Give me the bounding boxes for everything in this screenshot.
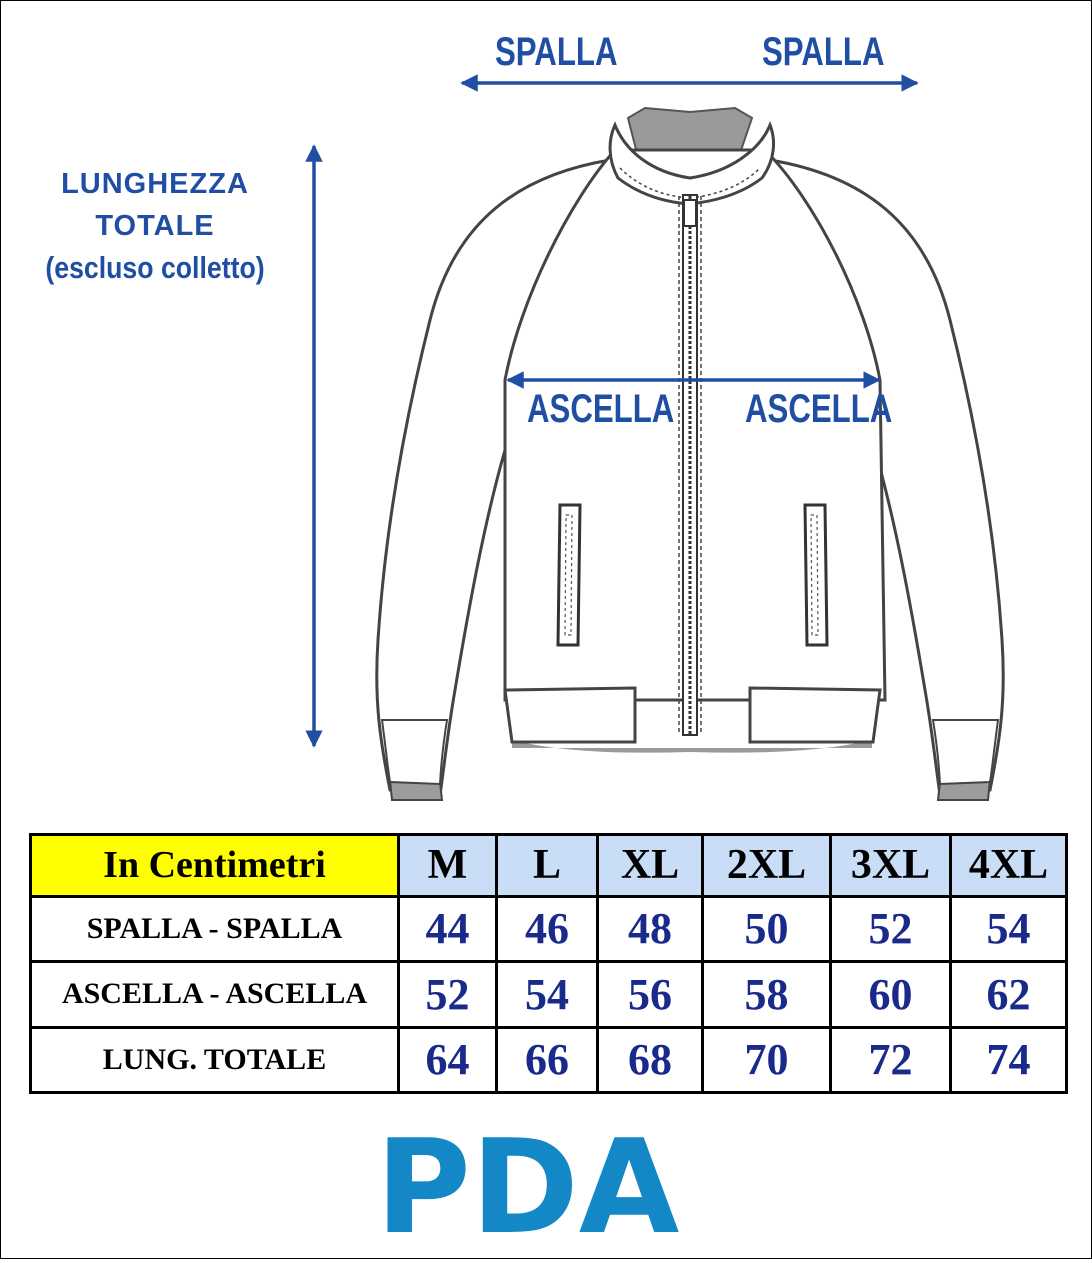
table-header-row xyxy=(31,835,1067,897)
table-row xyxy=(31,896,1067,961)
length-label-line2: TOTALE xyxy=(95,210,215,242)
table-cell: 52 xyxy=(831,896,951,961)
size-header: M xyxy=(399,835,497,897)
table-cell: 70 xyxy=(703,1027,831,1092)
table-cell: 64 xyxy=(399,1027,497,1092)
table-cell: 52 xyxy=(399,962,497,1027)
table-header-label: In Centimetri xyxy=(31,835,399,897)
table-cell: 60 xyxy=(831,962,951,1027)
row-label: LUNG. TOTALE xyxy=(31,1027,399,1092)
table-cell: 72 xyxy=(831,1027,951,1092)
table-cell: 54 xyxy=(497,962,598,1027)
table-cell: 58 xyxy=(703,962,831,1027)
size-header: XL xyxy=(598,835,703,897)
armpit-label-right: ASCELLA xyxy=(745,387,893,431)
table-cell: 54 xyxy=(951,896,1067,961)
row-label: SPALLA - SPALLA xyxy=(31,896,399,961)
brand-logo-text: PDA xyxy=(375,1111,680,1263)
table-row xyxy=(31,1027,1067,1092)
table-cell: 56 xyxy=(598,962,703,1027)
table-row xyxy=(31,962,1067,1027)
length-label-line1: LUNGHEZZA xyxy=(61,168,249,200)
table-cell: 46 xyxy=(497,896,598,961)
size-header: 2XL xyxy=(703,835,831,897)
shoulder-label-left: SPALLA xyxy=(495,30,618,74)
armpit-label-left: ASCELLA xyxy=(527,387,675,431)
table-cell: 68 xyxy=(598,1027,703,1092)
table-cell: 48 xyxy=(598,896,703,961)
table-cell: 66 xyxy=(497,1027,598,1092)
shoulder-label-right: SPALLA xyxy=(762,30,885,74)
table-cell: 62 xyxy=(951,962,1067,1027)
length-label-line3: (escluso colletto) xyxy=(45,250,265,285)
size-table xyxy=(29,833,1068,1094)
size-header: L xyxy=(497,835,598,897)
table-cell: 50 xyxy=(703,896,831,961)
table-cell: 74 xyxy=(951,1027,1067,1092)
size-header: 4XL xyxy=(951,835,1067,897)
row-label: ASCELLA - ASCELLA xyxy=(31,962,399,1027)
table-cell: 44 xyxy=(399,896,497,961)
size-header: 3XL xyxy=(831,835,951,897)
